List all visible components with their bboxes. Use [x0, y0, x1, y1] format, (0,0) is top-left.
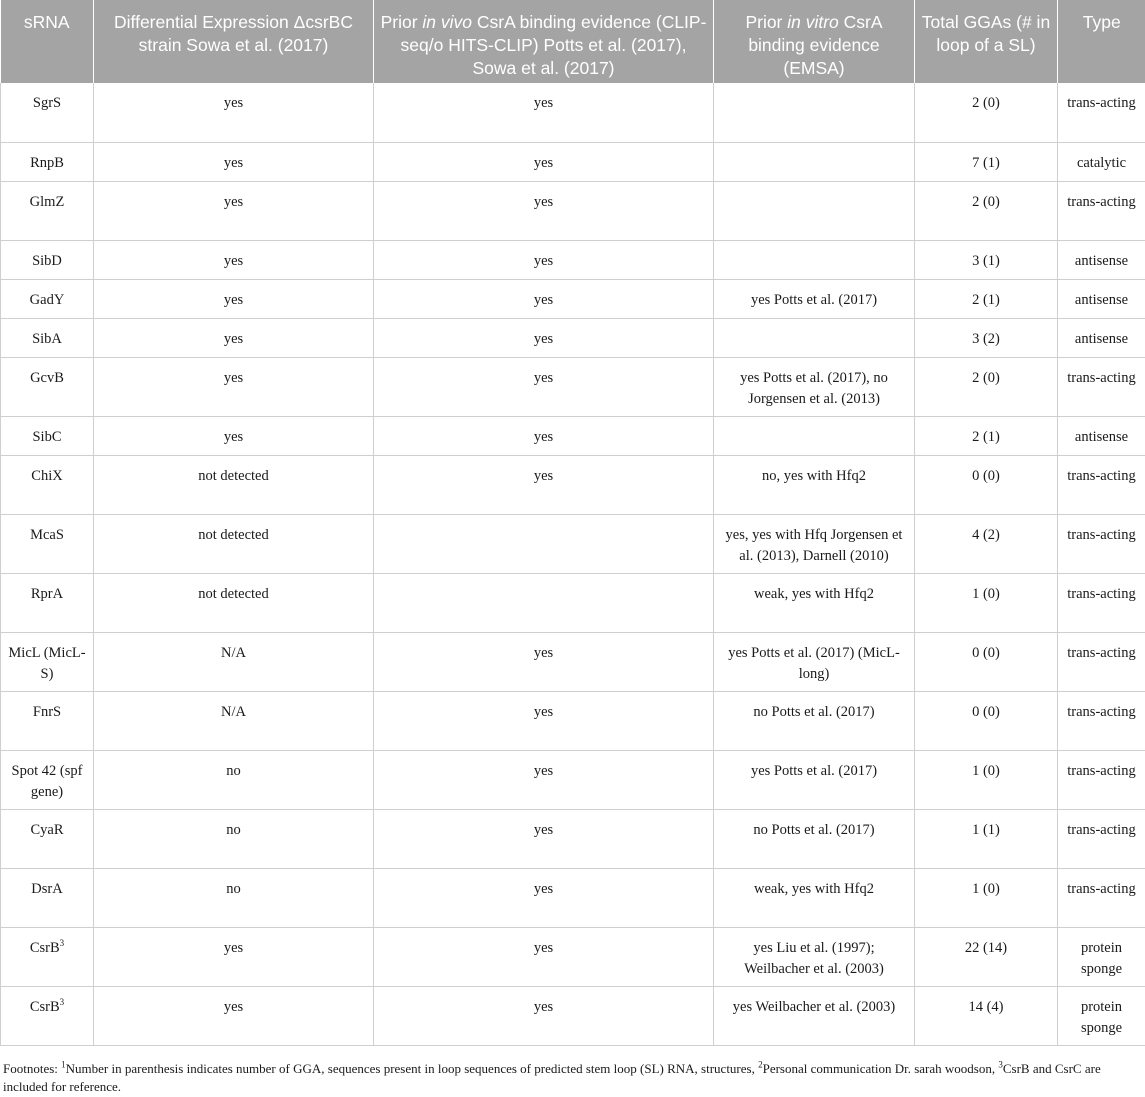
table-row — [1, 181, 1145, 240]
cell-invivo: yes — [374, 632, 714, 691]
cell-differential-expression: yes — [94, 279, 374, 318]
cell-srna: Spot 42 (spf gene) — [1, 750, 94, 809]
table-row — [1, 357, 1145, 416]
cell-invitro — [714, 83, 915, 142]
table-row — [1, 514, 1145, 573]
cell-type: protein sponge — [1058, 927, 1145, 986]
cell-invitro: weak, yes with Hfq2 — [714, 573, 915, 632]
cell-invitro: no Potts et al. (2017) — [714, 691, 915, 750]
cell-type: antisense — [1058, 279, 1145, 318]
table-row — [1, 240, 1145, 279]
cell-total-ggas: 3 (2) — [915, 318, 1058, 357]
cell-srna: DsrA — [1, 868, 94, 927]
cell-srna: RprA — [1, 573, 94, 632]
table-row — [1, 632, 1145, 691]
cell-srna: GcvB — [1, 357, 94, 416]
cell-type: trans-acting — [1058, 632, 1145, 691]
table-row — [1, 868, 1145, 927]
cell-total-ggas: 14 (4) — [915, 986, 1058, 1045]
cell-differential-expression: yes — [94, 986, 374, 1045]
cell-srna: RnpB — [1, 142, 94, 181]
cell-invivo: yes — [374, 181, 714, 240]
cell-invivo: yes — [374, 455, 714, 514]
table-row — [1, 750, 1145, 809]
cell-invitro: yes Liu et al. (1997); Weilbacher et al. (2003) — [714, 927, 915, 986]
cell-differential-expression: no — [94, 750, 374, 809]
header-type: Type — [1058, 0, 1145, 83]
cell-invitro: no, yes with Hfq2 — [714, 455, 915, 514]
cell-total-ggas: 3 (1) — [915, 240, 1058, 279]
cell-total-ggas: 1 (0) — [915, 573, 1058, 632]
table-row — [1, 455, 1145, 514]
cell-total-ggas: 0 (0) — [915, 455, 1058, 514]
cell-differential-expression: yes — [94, 416, 374, 455]
cell-invitro: weak, yes with Hfq2 — [714, 868, 915, 927]
cell-differential-expression: yes — [94, 927, 374, 986]
cell-type: trans-acting — [1058, 357, 1145, 416]
cell-differential-expression: yes — [94, 240, 374, 279]
cell-srna: FnrS — [1, 691, 94, 750]
cell-total-ggas: 2 (0) — [915, 181, 1058, 240]
cell-differential-expression: not detected — [94, 455, 374, 514]
cell-differential-expression: yes — [94, 142, 374, 181]
cell-invivo: yes — [374, 318, 714, 357]
cell-type: trans-acting — [1058, 809, 1145, 868]
cell-type: trans-acting — [1058, 514, 1145, 573]
header-invivo-evidence: Prior in vivo CsrA binding evidence (CLIP-seq/o HITS-CLIP) Potts et al. (2017), Sowa et al. (2017) — [374, 0, 714, 83]
cell-type: trans-acting — [1058, 750, 1145, 809]
cell-total-ggas: 1 (0) — [915, 750, 1058, 809]
header-row — [1, 0, 1145, 83]
cell-invivo: yes — [374, 279, 714, 318]
cell-srna: GlmZ — [1, 181, 94, 240]
cell-total-ggas: 1 (1) — [915, 809, 1058, 868]
cell-srna: SibC — [1, 416, 94, 455]
cell-invivo: yes — [374, 809, 714, 868]
cell-differential-expression: no — [94, 868, 374, 927]
cell-invivo: yes — [374, 357, 714, 416]
cell-srna: CyaR — [1, 809, 94, 868]
cell-invitro — [714, 142, 915, 181]
cell-invitro: yes Potts et al. (2017) — [714, 750, 915, 809]
cell-total-ggas: 7 (1) — [915, 142, 1058, 181]
cell-differential-expression: yes — [94, 181, 374, 240]
table-row — [1, 279, 1145, 318]
table-row — [1, 142, 1145, 181]
cell-type: protein sponge — [1058, 986, 1145, 1045]
cell-invivo: yes — [374, 416, 714, 455]
cell-invivo: yes — [374, 691, 714, 750]
cell-invitro: yes Weilbacher et al. (2003) — [714, 986, 915, 1045]
cell-invivo — [374, 573, 714, 632]
header-total-ggas: Total GGAs (# in loop of a SL) — [915, 0, 1058, 83]
table-row — [1, 927, 1145, 986]
cell-type: trans-acting — [1058, 573, 1145, 632]
header-invitro-evidence: Prior in vitro CsrA binding evidence (EMSA) — [714, 0, 915, 83]
cell-type: antisense — [1058, 240, 1145, 279]
cell-total-ggas: 2 (1) — [915, 416, 1058, 455]
cell-total-ggas: 22 (14) — [915, 927, 1058, 986]
cell-invitro: yes Potts et al. (2017), no Jorgensen et al. (2013) — [714, 357, 915, 416]
cell-differential-expression: yes — [94, 83, 374, 142]
cell-invitro: yes, yes with Hfq Jorgensen et al. (2013), Darnell (2010) — [714, 514, 915, 573]
cell-differential-expression: N/A — [94, 632, 374, 691]
cell-total-ggas: 2 (1) — [915, 279, 1058, 318]
cell-total-ggas: 0 (0) — [915, 632, 1058, 691]
cell-differential-expression: no — [94, 809, 374, 868]
cell-differential-expression: yes — [94, 318, 374, 357]
footnotes: Footnotes: $^1$Number in parenthesis indicates number of GGA, sequences present in loop sequences of predicted stem loop (SL) RNA, structures, $^2$Personal communication Dr. sarah woodson, $^3$CsrB and CsrC are included for reference. — [3, 1059, 1101, 1094]
table-row — [1, 809, 1145, 868]
cell-type: antisense — [1058, 416, 1145, 455]
cell-type: trans-acting — [1058, 691, 1145, 750]
cell-total-ggas: 2 (0) — [915, 357, 1058, 416]
cell-differential-expression: not detected — [94, 514, 374, 573]
cell-type: catalytic — [1058, 142, 1145, 181]
cell-srna: SibD — [1, 240, 94, 279]
table-row — [1, 573, 1145, 632]
cell-invivo: yes — [374, 83, 714, 142]
table-row — [1, 83, 1145, 142]
cell-invivo: yes — [374, 868, 714, 927]
header-differential-expression: Differential Expression ΔcsrBC strain Sowa et al. (2017) — [94, 0, 374, 83]
cell-invitro — [714, 416, 915, 455]
table-row — [1, 691, 1145, 750]
cell-srna: CsrB$^3$ — [1, 927, 94, 986]
cell-total-ggas: 0 (0) — [915, 691, 1058, 750]
cell-invitro — [714, 240, 915, 279]
cell-invitro: yes Potts et al. (2017) (MicL-long) — [714, 632, 915, 691]
cell-srna: ChiX — [1, 455, 94, 514]
cell-differential-expression: not detected — [94, 573, 374, 632]
cell-srna: SgrS — [1, 83, 94, 142]
cell-differential-expression: yes — [94, 357, 374, 416]
cell-invivo: yes — [374, 986, 714, 1045]
cell-differential-expression: N/A — [94, 691, 374, 750]
cell-invivo: yes — [374, 750, 714, 809]
cell-invivo: yes — [374, 927, 714, 986]
cell-type: trans-acting — [1058, 181, 1145, 240]
cell-srna: GadY — [1, 279, 94, 318]
cell-type: trans-acting — [1058, 83, 1145, 142]
cell-srna: MicL (MicL-S) — [1, 632, 94, 691]
cell-srna: McaS — [1, 514, 94, 573]
cell-total-ggas: 4 (2) — [915, 514, 1058, 573]
cell-invivo: yes — [374, 142, 714, 181]
cell-invivo: yes — [374, 240, 714, 279]
cell-srna: CsrB$^3$ — [1, 986, 94, 1045]
cell-invitro: yes Potts et al. (2017) — [714, 279, 915, 318]
table-row — [1, 416, 1145, 455]
cell-total-ggas: 2 (0) — [915, 83, 1058, 142]
cell-type: antisense — [1058, 318, 1145, 357]
cell-srna: SibA — [1, 318, 94, 357]
cell-invivo — [374, 514, 714, 573]
cell-type: trans-acting — [1058, 868, 1145, 927]
cell-invitro — [714, 318, 915, 357]
table-row — [1, 318, 1145, 357]
header-srna: sRNA — [1, 0, 94, 83]
cell-type: trans-acting — [1058, 455, 1145, 514]
table-row — [1, 986, 1145, 1045]
cell-total-ggas: 1 (0) — [915, 868, 1058, 927]
cell-invitro — [714, 181, 915, 240]
cell-invitro: no Potts et al. (2017) — [714, 809, 915, 868]
